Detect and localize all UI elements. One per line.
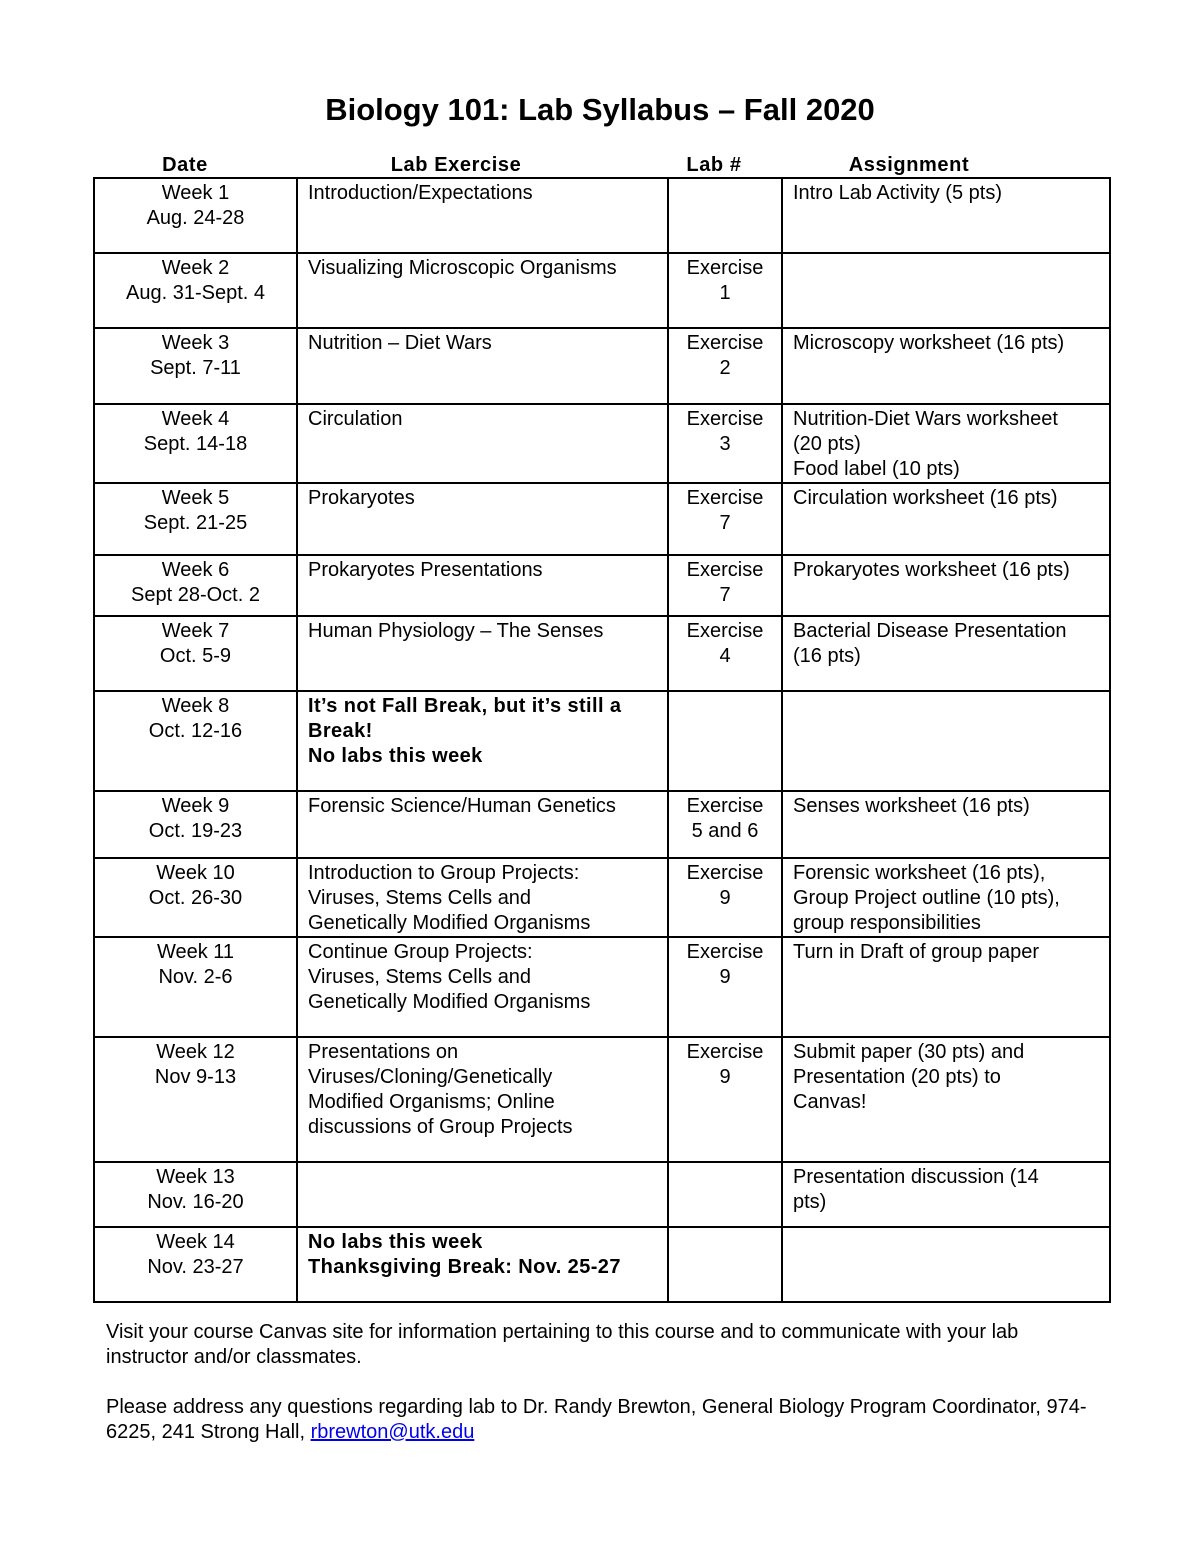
lab-number-cell [668,178,782,253]
assignment-cell: Nutrition-Diet Wars worksheet (20 pts) Food label (10 pts) [782,404,1110,483]
syllabus-table-body [94,178,1110,1302]
assignment-cell: Microscopy worksheet (16 pts) [782,328,1110,404]
assignment-cell [782,691,1110,791]
date-cell: Week 1 Aug. 24-28 [94,178,297,253]
syllabus-table [93,177,1111,1303]
date-cell: Week 5 Sept. 21-25 [94,483,297,555]
table-header [94,152,1108,178]
date-cell: Week 2 Aug. 31-Sept. 4 [94,253,297,328]
lab-exercise-cell: It’s not Fall Break, but it’s still a Break! No labs this week [297,691,668,791]
table-row [94,1037,1110,1162]
table-row [94,483,1110,555]
lab-exercise-cell: Visualizing Microscopic Organisms [297,253,668,328]
table-row [94,178,1110,253]
table-row [94,791,1110,858]
lab-number-cell: Exercise 7 [668,483,782,555]
lab-number-cell [668,1227,782,1302]
date-cell: Week 13 Nov. 16-20 [94,1162,297,1227]
lab-exercise-cell: Introduction/Expectations [297,178,668,253]
assignment-cell: Presentation discussion (14 pts) [782,1162,1110,1227]
lab-exercise-cell: Continue Group Projects: Viruses, Stems Cells and Genetically Modified Organisms [297,937,668,1037]
table-row [94,328,1110,404]
lab-number-cell: Exercise 7 [668,555,782,616]
lab-number-cell: Exercise 1 [668,253,782,328]
lab-exercise-cell: Prokaryotes [297,483,668,555]
column-header-assignment: Assignment [848,154,970,176]
date-cell: Week 14 Nov. 23-27 [94,1227,297,1302]
page-title: Biology 101: Lab Syllabus – Fall 2020 [325,92,875,127]
assignment-cell: Forensic worksheet (16 pts), Group Project outline (10 pts), group responsibilities [782,858,1110,937]
date-cell: Week 7 Oct. 5-9 [94,616,297,691]
lab-exercise-cell: Forensic Science/Human Genetics [297,791,668,858]
column-header-date: Date [162,154,208,176]
assignment-cell: Intro Lab Activity (5 pts) [782,178,1110,253]
contact-note [106,1395,1106,1445]
assignment-cell: Submit paper (30 pts) and Presentation (20 pts) to Canvas! [782,1037,1110,1162]
column-header-lab-number: Lab # [686,154,742,176]
table-row [94,1162,1110,1227]
date-cell: Week 12 Nov 9-13 [94,1037,297,1162]
table-row [94,691,1110,791]
column-header-lab-exercise: Lab Exercise [390,154,522,176]
date-cell: Week 6 Sept 28-Oct. 2 [94,555,297,616]
lab-number-cell: Exercise 9 [668,937,782,1037]
date-cell: Week 11 Nov. 2-6 [94,937,297,1037]
lab-number-cell [668,691,782,791]
table-row [94,858,1110,937]
assignment-cell [782,253,1110,328]
assignment-cell: Circulation worksheet (16 pts) [782,483,1110,555]
table-row [94,555,1110,616]
table-row [94,937,1110,1037]
assignment-cell: Prokaryotes worksheet (16 pts) [782,555,1110,616]
table-row [94,1227,1110,1302]
lab-number-cell [668,1162,782,1227]
assignment-cell: Turn in Draft of group paper [782,937,1110,1037]
lab-exercise-cell: Introduction to Group Projects: Viruses, Stems Cells and Genetically Modified Organisms [297,858,668,937]
lab-exercise-cell: Circulation [297,404,668,483]
assignment-cell: Bacterial Disease Presentation (16 pts) [782,616,1110,691]
table-row [94,616,1110,691]
table-row [94,404,1110,483]
lab-number-cell: Exercise 2 [668,328,782,404]
table-row [94,253,1110,328]
lab-number-cell: Exercise 5 and 6 [668,791,782,858]
lab-exercise-cell: Presentations on Viruses/Cloning/Genetically Modified Organisms; Online discussions of Group Projects [297,1037,668,1162]
canvas-note: Visit your course Canvas site for information pertaining to this course and to communicate with your lab instructor and/or classmates. [106,1321,1019,1368]
date-cell: Week 8 Oct. 12-16 [94,691,297,791]
assignment-cell: Senses worksheet (16 pts) [782,791,1110,858]
date-cell: Week 3 Sept. 7-11 [94,328,297,404]
lab-number-cell: Exercise 9 [668,858,782,937]
lab-number-cell: Exercise 9 [668,1037,782,1162]
lab-exercise-cell [297,1162,668,1227]
contact-text: Please address any questions regarding lab to Dr. Randy Brewton, General Biology Program Coordinator, 974-6225, 241 Strong Hall, [106,1396,1087,1443]
lab-number-cell: Exercise 4 [668,616,782,691]
date-cell: Week 10 Oct. 26-30 [94,858,297,937]
date-cell: Week 9 Oct. 19-23 [94,791,297,858]
lab-number-cell: Exercise 3 [668,404,782,483]
lab-exercise-cell: Prokaryotes Presentations [297,555,668,616]
lab-exercise-cell: Nutrition – Diet Wars [297,328,668,404]
lab-exercise-cell: No labs this week Thanksgiving Break: Nov. 25-27 [297,1227,668,1302]
email-link[interactable]: rbrewton@utk.edu [310,1421,475,1443]
date-cell: Week 4 Sept. 14-18 [94,404,297,483]
assignment-cell [782,1227,1110,1302]
lab-exercise-cell: Human Physiology – The Senses [297,616,668,691]
